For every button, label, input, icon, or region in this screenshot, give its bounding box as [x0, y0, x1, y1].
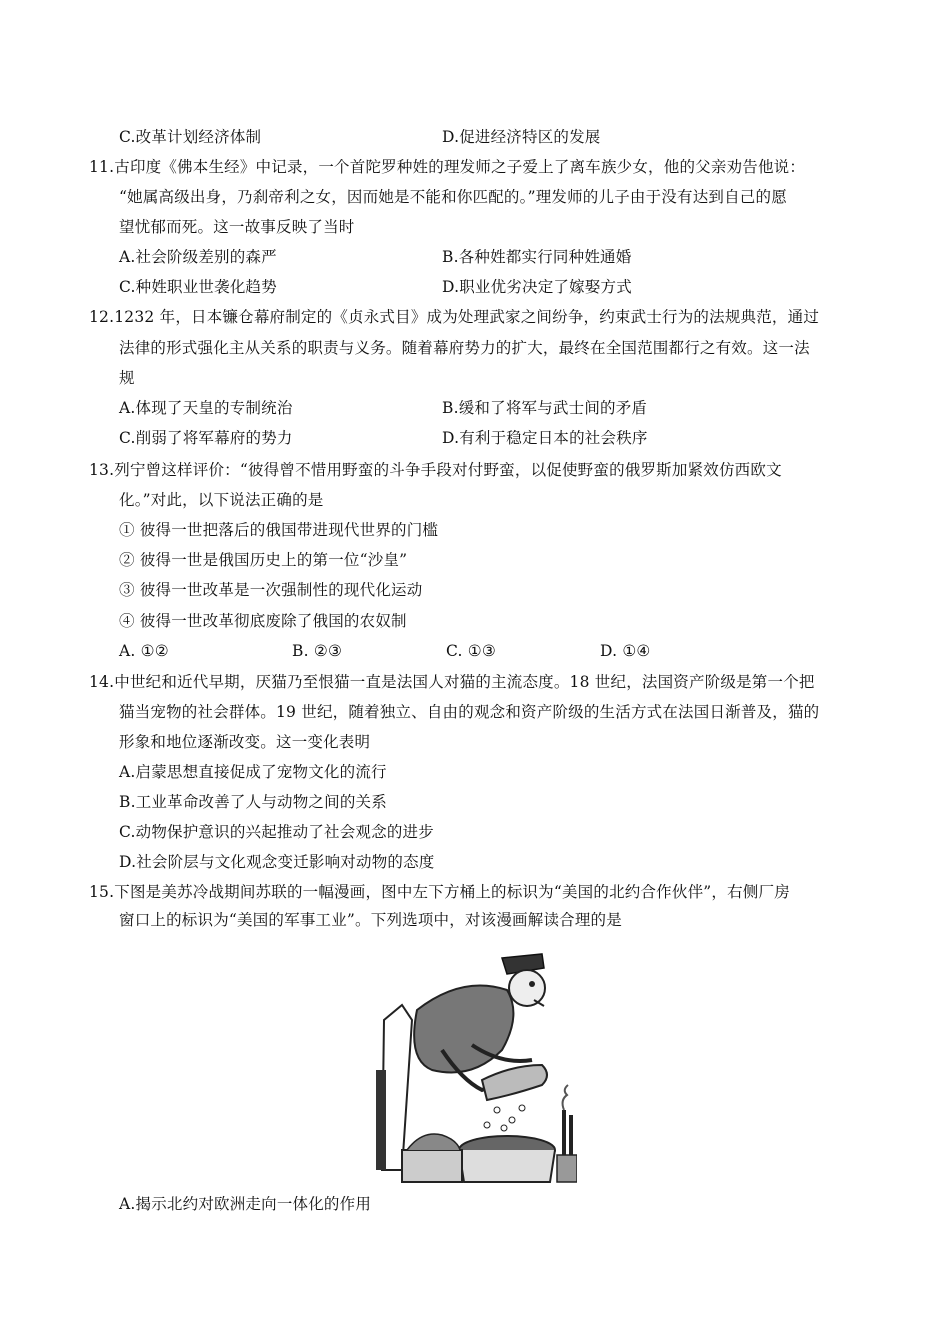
- q13-statement-3: ③ 彼得一世改革是一次强制性的现代化运动: [119, 581, 423, 599]
- q14-option-b: B.工业革命改善了人与动物之间的关系: [119, 793, 387, 811]
- q14-option-d: D.社会阶层与文化观念变迁影响对动物的态度: [119, 853, 435, 871]
- q12-stem-line-3: 规: [119, 369, 135, 387]
- q12-option-c: C.削弱了将军幕府的势力: [119, 429, 293, 447]
- q11-option-c: C.种姓职业世袭化趋势: [119, 278, 277, 296]
- q13-option-d: D. ①④: [600, 642, 651, 660]
- q13-statement-4: ④ 彼得一世改革彻底废除了俄国的农奴制: [119, 612, 407, 630]
- q11-option-b: B.各种姓都实行同种姓通婚: [442, 248, 632, 266]
- q13-option-b: B. ②③: [292, 642, 343, 660]
- option-d-prev: D.促进经济特区的发展: [442, 128, 601, 146]
- cartoon-figure: [372, 950, 577, 1185]
- q12-option-b: B.缓和了将军与武士间的矛盾: [442, 399, 648, 417]
- option-c-prev: C.改革计划经济体制: [119, 128, 262, 146]
- q13-statement-1: ① 彼得一世把落后的俄国带进现代世界的门槛: [119, 521, 439, 539]
- q11-stem-line-2: “她属高级出身，乃刹帝利之女，因而她是不能和你匹配的。”理发师的儿子由于没有达到自己的愿: [119, 188, 787, 206]
- q11-option-d: D.职业优劣决定了嫁娶方式: [442, 278, 632, 296]
- q13-statement-2: ② 彼得一世是俄国历史上的第一位“沙皇”: [119, 551, 408, 569]
- q14-stem-line-2: 猫当宠物的社会群体。19 世纪，随着独立、自由的观念和资产阶级的生活方式在法国日渐普及，猫的: [119, 703, 820, 721]
- q11-stem-line-3: 望忧郁而死。这一故事反映了当时: [119, 218, 355, 236]
- q14-option-c: C.动物保护意识的兴起推动了社会观念的进步: [119, 823, 434, 841]
- cartoon-illustration-icon: [372, 950, 577, 1185]
- q15-option-a: A.揭示北约对欧洲走向一体化的作用: [119, 1195, 372, 1213]
- q11-stem-line-1: 11.古印度《佛本生经》中记录，一个首陀罗种姓的理发师之子爱上了离车族少女，他的父亲劝告他说：: [89, 158, 806, 176]
- q14-stem-line-3: 形象和地位逐渐改变。这一变化表明: [119, 733, 371, 751]
- q11-option-a: A.社会阶级差别的森严: [119, 248, 277, 266]
- q13-stem-line-2: 化。”对此，以下说法正确的是: [119, 491, 324, 509]
- q15-stem-line-2: 窗口上的标识为“美国的军事工业”。下列选项中，对该漫画解读合理的是: [119, 911, 622, 929]
- q14-option-a: A.启蒙思想直接促成了宠物文化的流行: [119, 763, 387, 781]
- q13-option-a: A. ①②: [119, 642, 169, 660]
- q15-stem-line-1: 15.下图是美苏冷战期间苏联的一幅漫画，图中左下方桶上的标识为“美国的北约合作伙伴”，右侧厂房: [89, 883, 790, 901]
- q12-option-d: D.有利于稳定日本的社会秩序: [442, 429, 648, 447]
- q13-stem-line-1: 13.列宁曾这样评价：“彼得曾不惜用野蛮的斗争手段对付野蛮，以促使野蛮的俄罗斯加紧效仿西欧文: [89, 461, 782, 479]
- q12-stem-line-2: 法律的形式强化主从关系的职责与义务。随着幕府势力的扩大，最终在全国范围都行之有效。这一法: [119, 339, 810, 357]
- q14-stem-line-1: 14.中世纪和近代早期，厌猫乃至恨猫一直是法国人对猫的主流态度。18 世纪，法国资产阶级是第一个把: [89, 673, 815, 691]
- q13-option-c: C. ①③: [446, 642, 496, 660]
- q12-option-a: A.体现了天皇的专制统治: [119, 399, 293, 417]
- q12-stem-line-1: 12.1232 年，日本镰仓幕府制定的《贞永式目》成为处理武家之间纷争，约束武士行为的法规典范，通过: [89, 308, 820, 326]
